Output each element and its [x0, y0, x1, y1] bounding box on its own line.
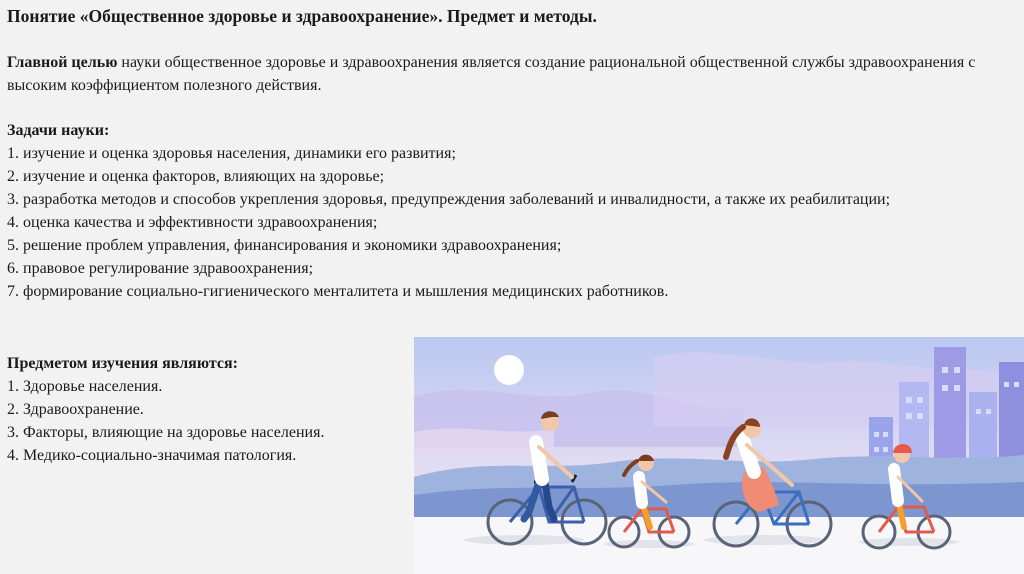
- goal-lead: Главной целью: [7, 54, 118, 71]
- family-cycling-illustration: [414, 337, 1024, 574]
- task-item: 1. изучение и оценка здоровья населения, динамики его развития;: [7, 145, 456, 162]
- task-item: 7. формирование социально-гигиенического менталитета и мышления медицинских работников.: [7, 283, 669, 300]
- task-item: 4. оценка качества и эффективности здравоохранения;: [7, 214, 378, 231]
- task-item: 3. разработка методов и способов укрепления здоровья, предупреждения заболеваний и инвалидности, а также их реабилитации;: [7, 191, 891, 208]
- tasks-heading: Задачи науки:: [7, 122, 110, 139]
- goal-paragraph: [7, 51, 1017, 97]
- task-item: 6. правовое регулирование здравоохранения;: [7, 260, 314, 277]
- task-item: 5. решение проблем управления, финансирования и экономики здравоохранения;: [7, 237, 562, 254]
- goal-text: науки общественное здоровье и здравоохранения является создание рациональной общественной службы здравоохранения с высоким коэффициентом полезного действия.: [7, 54, 976, 94]
- sun-icon: [494, 355, 524, 385]
- subjects-block: [7, 352, 407, 467]
- main-text: [7, 51, 1017, 303]
- subject-item: 3. Факторы, влияющие на здоровье населения.: [7, 424, 325, 441]
- subject-item: 1. Здоровье населения.: [7, 378, 163, 395]
- subjects-heading: Предметом изучения являются:: [7, 355, 238, 372]
- subject-item: 4. Медико-социально-значимая патология.: [7, 447, 297, 464]
- subject-item: 2. Здравоохранение.: [7, 401, 144, 418]
- task-item: 2. изучение и оценка факторов, влияющих на здоровье;: [7, 168, 385, 185]
- slide-title: Понятие «Общественное здоровье и здравоохранение». Предмет и методы.: [7, 6, 597, 26]
